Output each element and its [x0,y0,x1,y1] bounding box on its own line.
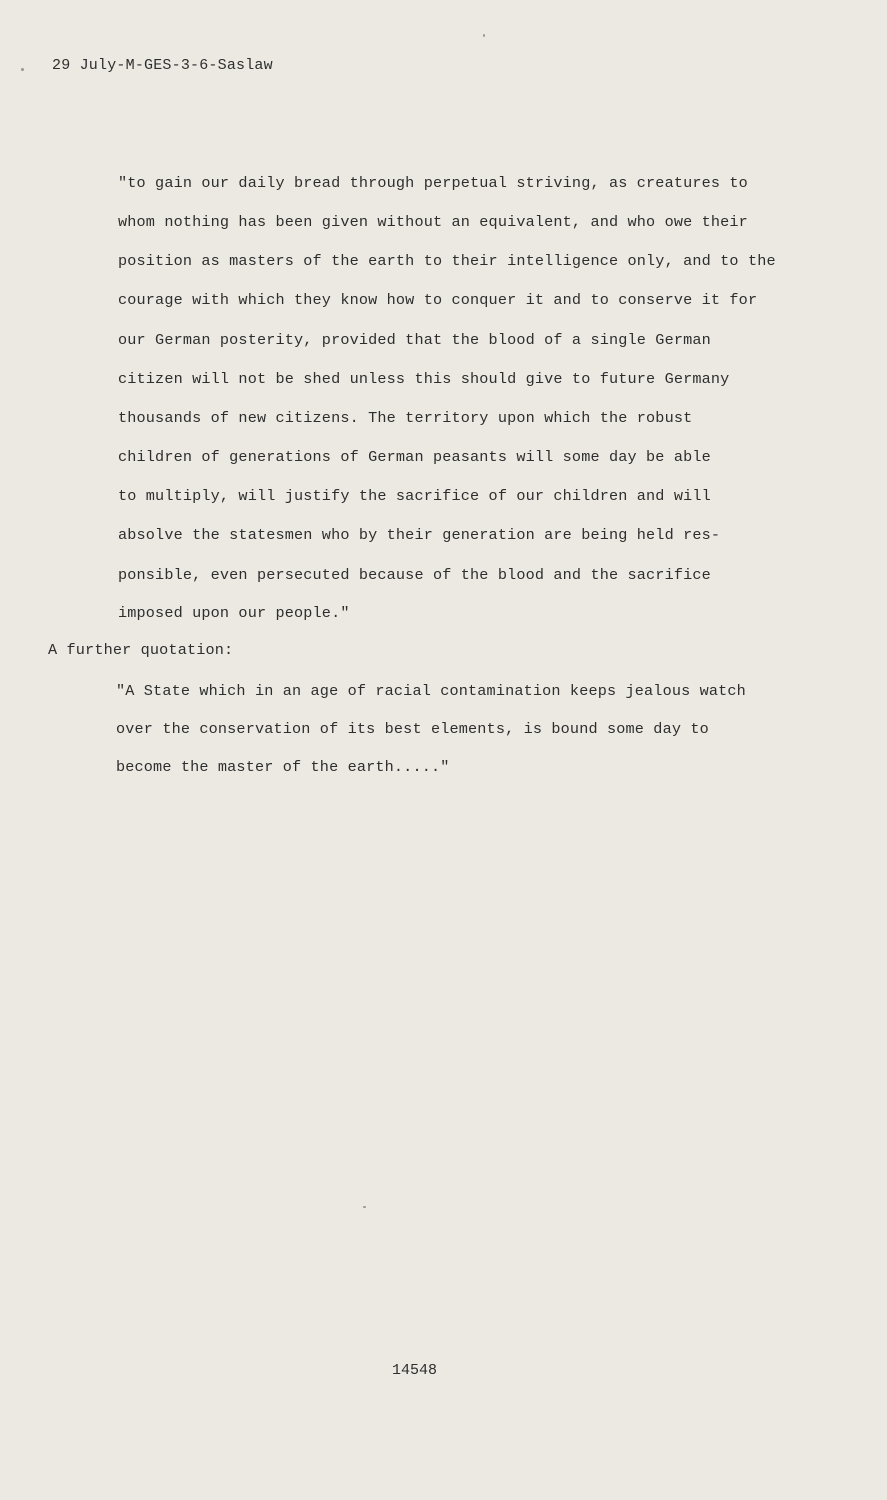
quote1-line: ponsible, even persecuted because of the blood and the sacrifice [118,566,711,584]
quote1-line: whom nothing has been given without an equivalent, and who owe their [118,213,748,231]
paper-speck [363,1206,366,1208]
quote1-line: children of generations of German peasants will some day be able [118,448,711,466]
page-number: 14548 [392,1362,438,1379]
quote1-line: position as masters of the earth to their intelligence only, and to the [118,252,776,270]
intro-text: A further quotation: [48,641,234,659]
quote1-line: "to gain our daily bread through perpetual striving, as creatures to [118,174,748,192]
quote2-line: over the conservation of its best elements, is bound some day to [116,720,709,738]
quote1-line: imposed upon our people." [118,604,350,622]
paper-speck [483,34,485,37]
quote1-line: courage with which they know how to conquer it and to conserve it for [118,291,758,309]
quote2-line: become the master of the earth....." [116,758,450,776]
quote1-line: citizen will not be shed unless this should give to future Germany [118,370,730,388]
quote1-line: our German posterity, provided that the blood of a single German [118,331,711,349]
quote1-line: absolve the statesmen who by their generation are being held res- [118,526,721,544]
quote2-line: "A State which in an age of racial contamination keeps jealous watch [116,682,746,700]
document-header: 29 July-M-GES-3-6-Saslaw [52,57,273,74]
quote1-line: thousands of new citizens. The territory upon which the robust [118,409,693,427]
quote1-line: to multiply, will justify the sacrifice of our children and will [118,487,711,505]
paper-speck [21,68,24,71]
